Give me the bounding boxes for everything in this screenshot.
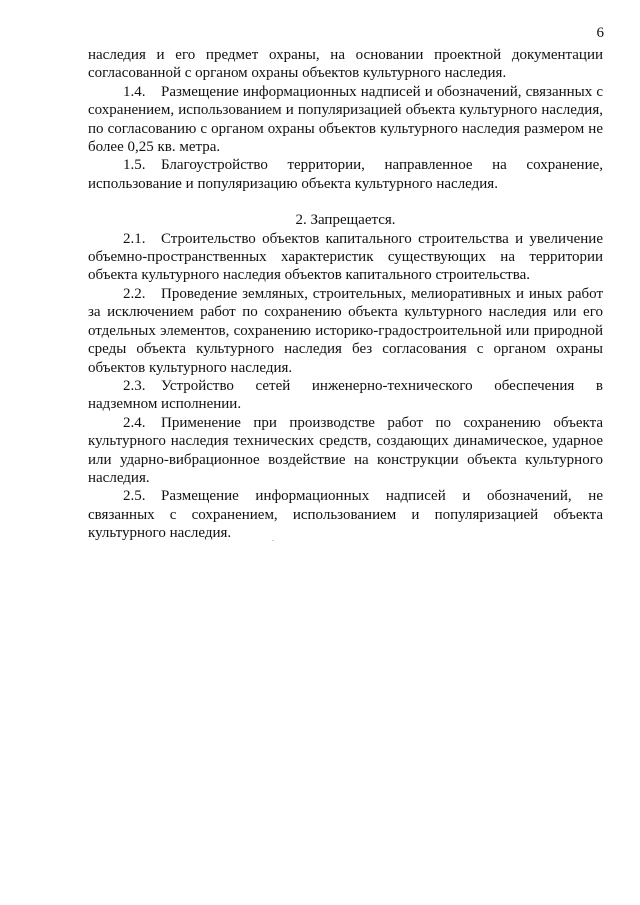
item-text: Строительство объектов капитального строительства и увеличение объемно-пространственных характеристик существующих на территории объекта культурного наследия объектов капитального строительства. <box>88 230 603 284</box>
item-number: 2.3. <box>123 377 146 394</box>
paragraph-2-3 <box>88 377 603 414</box>
item-text: Размещение информационных надписей и обозначений, не связанных с сохранением, использованием и популяризацией объекта культурного наследия. <box>88 488 603 542</box>
item-number: 2.2. <box>123 285 146 302</box>
item-number: 1.5. <box>123 157 146 174</box>
item-text: Устройство сетей инженерно-технического обеспечения в надземном исполнении. <box>88 377 603 413</box>
paragraph-2-5 <box>88 487 603 542</box>
paragraph-2-2 <box>88 285 603 377</box>
paragraph-2-4 <box>88 414 603 488</box>
page-number: 6 <box>596 25 604 41</box>
paragraph-1-4 <box>88 83 603 157</box>
item-number: 2.1. <box>123 230 146 247</box>
item-text: Размещение информационных надписей и обозначений, связанных с сохранением, использованием и популяризацией объекта культурного наследия, по согласованию с органом охраны объектов культурного наследия размером не более 0,25 кв. метра. <box>88 83 603 156</box>
item-text: Применение при производстве работ по сохранению объекта культурного наследия технических средств, создающих динамическое, ударное или ударно-вибрационное воздействие на конструкции объекта культурного наследия. <box>88 414 603 486</box>
item-text: Проведение земляных, строительных, мелиоративных и иных работ за исключением работ по сохранению объекта культурного наследия или его отдельных элементов, сохранению историко-градостроительной или природной среды объекта культурного наследия без согласования с органом охраны объектов культурного наследия. <box>88 285 603 376</box>
item-number: 2.4. <box>123 414 146 431</box>
document-body <box>88 46 603 543</box>
section-heading: 2. Запрещается. <box>295 212 396 229</box>
item-number: 2.5. <box>123 488 146 505</box>
item-text: Благоустройство территории, направленное на сохранение, использование и популяризацию объекта культурного наследия. <box>88 157 603 192</box>
scan-speck <box>272 540 274 541</box>
item-number: 1.4. <box>123 83 146 100</box>
paragraph-1-5 <box>88 156 603 193</box>
paragraph-continuation: наследия и его предмет охраны, на основании проектной документации согласованной с органом охраны объектов культурного наследия. <box>88 47 603 82</box>
paragraph-2-1 <box>88 230 603 285</box>
